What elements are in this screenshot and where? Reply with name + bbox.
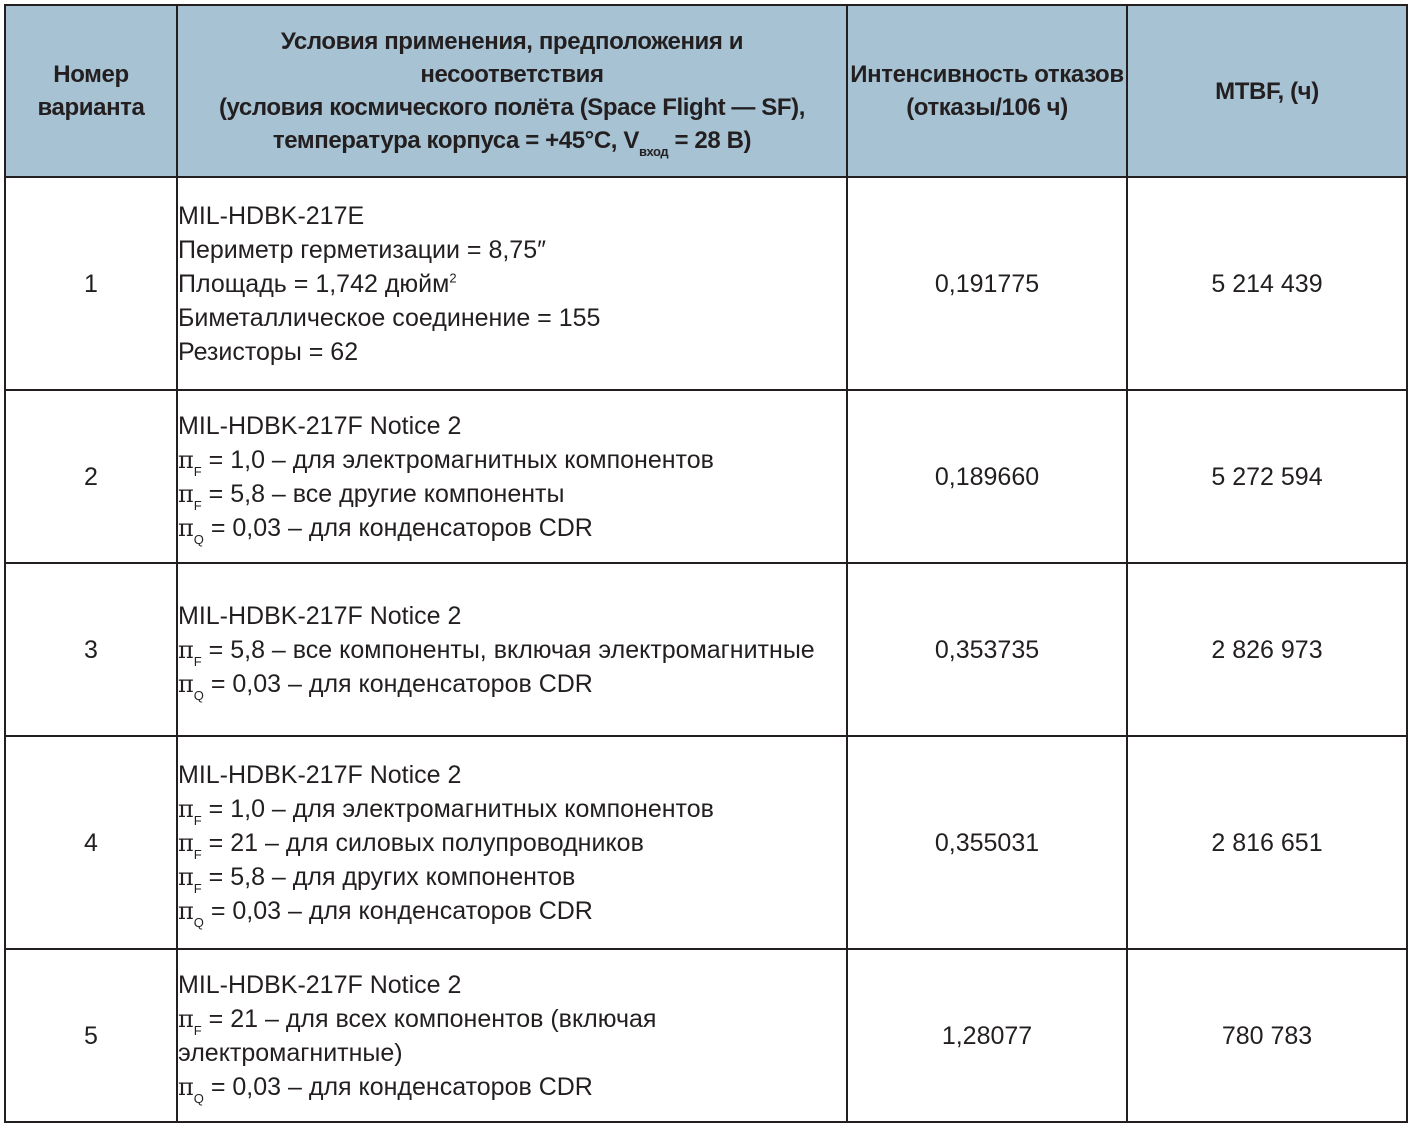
condition-text: = 5,8 – все компоненты, включая электромагнитные bbox=[201, 635, 815, 664]
condition-text: MIL-HDBK-217E bbox=[178, 201, 365, 230]
pi-subscript: F bbox=[193, 846, 202, 862]
condition-line bbox=[178, 1070, 846, 1104]
cell-mtbf: 5 272 594 bbox=[1127, 390, 1407, 563]
table-body bbox=[5, 177, 1407, 1122]
condition-text: = 1,0 – для электромагнитных компонентов bbox=[201, 794, 714, 823]
condition-text: = 21 – для силовых полупроводников bbox=[201, 828, 644, 857]
condition-line bbox=[178, 968, 846, 1002]
condition-text: MIL-HDBK-217F Notice 2 bbox=[178, 760, 462, 789]
pi-symbol: π bbox=[178, 513, 194, 542]
condition-text: = 0,03 – для конденсаторов CDR bbox=[203, 669, 593, 698]
pi-subscript: F bbox=[193, 463, 202, 479]
cell-failure-rate: 0,353735 bbox=[847, 563, 1127, 736]
condition-line bbox=[178, 860, 846, 894]
condition-line bbox=[178, 409, 846, 443]
cell-variant-number: 3 bbox=[5, 563, 177, 736]
condition-line bbox=[178, 511, 846, 545]
pi-subscript: Q bbox=[193, 914, 204, 930]
reliability-table bbox=[4, 4, 1408, 1123]
condition-text: MIL-HDBK-217F Notice 2 bbox=[178, 411, 462, 440]
pi-symbol: π bbox=[178, 862, 194, 891]
pi-subscript: F bbox=[193, 653, 202, 669]
condition-line bbox=[178, 1002, 846, 1070]
cell-variant-number: 2 bbox=[5, 390, 177, 563]
header-conditions-line bbox=[178, 124, 846, 157]
header-variant-line: варианта bbox=[37, 94, 145, 121]
condition-text: MIL-HDBK-217F Notice 2 bbox=[178, 970, 462, 999]
header-conditions-line: несоответствия bbox=[420, 61, 604, 88]
condition-text: = 0,03 – для конденсаторов CDR bbox=[203, 513, 593, 542]
condition-line bbox=[178, 599, 846, 633]
header-mtbf-label: MTBF, (ч) bbox=[1215, 77, 1319, 105]
condition-text: Биметаллическое соединение = 155 bbox=[178, 303, 601, 332]
cell-mtbf: 2 816 651 bbox=[1127, 736, 1407, 949]
cell-failure-rate: 0,189660 bbox=[847, 390, 1127, 563]
cell-conditions bbox=[177, 736, 847, 949]
header-mtbf bbox=[1127, 5, 1407, 177]
cell-conditions bbox=[177, 563, 847, 736]
cell-conditions bbox=[177, 177, 847, 390]
cell-variant-number: 1 bbox=[5, 177, 177, 390]
table-row bbox=[5, 736, 1407, 949]
header-variant-line: Номер bbox=[53, 61, 129, 88]
condition-text: = 21 – для всех компонентов (включая электромагнитные) bbox=[178, 1004, 657, 1067]
condition-text: = 0,03 – для конденсаторов CDR bbox=[203, 896, 593, 925]
condition-text: Резисторы = 62 bbox=[178, 337, 359, 366]
pi-symbol: π bbox=[178, 1072, 194, 1101]
condition-text: = 5,8 – для других компонентов bbox=[201, 862, 576, 891]
condition-text: = 1,0 – для электромагнитных компонентов bbox=[201, 445, 714, 474]
pi-symbol: π bbox=[178, 635, 194, 664]
table-header-row bbox=[5, 5, 1407, 177]
table-row bbox=[5, 563, 1407, 736]
pi-symbol: π bbox=[178, 445, 194, 474]
condition-line bbox=[178, 633, 846, 667]
pi-symbol: π bbox=[178, 896, 194, 925]
cell-mtbf: 5 214 439 bbox=[1127, 177, 1407, 390]
condition-line bbox=[178, 233, 846, 267]
condition-line bbox=[178, 667, 846, 701]
condition-line bbox=[178, 199, 846, 233]
pi-subscript: F bbox=[193, 812, 202, 828]
condition-line bbox=[178, 826, 846, 860]
cell-failure-rate: 0,355031 bbox=[847, 736, 1127, 949]
condition-line bbox=[178, 301, 846, 335]
cell-conditions bbox=[177, 949, 847, 1122]
header-conditions-line: Условия применения, предположения и bbox=[280, 28, 744, 55]
header-rate-line: Интенсивность отказов bbox=[850, 61, 1124, 88]
table-row bbox=[5, 949, 1407, 1122]
header-conditions-line: (условия космического полёта (Space Flight — SF), bbox=[218, 94, 806, 121]
header-vin-subscript: вход bbox=[638, 143, 669, 159]
header-failure-rate bbox=[847, 5, 1127, 177]
table-row bbox=[5, 390, 1407, 563]
condition-text: = 0,03 – для конденсаторов CDR bbox=[203, 1072, 593, 1101]
pi-symbol: π bbox=[178, 669, 194, 698]
condition-line bbox=[178, 335, 846, 369]
header-voltage-text: = 28 В) bbox=[668, 127, 752, 154]
pi-symbol: π bbox=[178, 828, 194, 857]
cell-mtbf: 2 826 973 bbox=[1127, 563, 1407, 736]
condition-line bbox=[178, 267, 846, 301]
pi-subscript: F bbox=[193, 1022, 202, 1038]
pi-subscript: F bbox=[193, 880, 202, 896]
condition-line bbox=[178, 477, 846, 511]
cell-failure-rate: 0,191775 bbox=[847, 177, 1127, 390]
cell-variant-number: 5 bbox=[5, 949, 177, 1122]
pi-subscript: Q bbox=[193, 687, 204, 703]
pi-subscript: Q bbox=[193, 531, 204, 547]
header-conditions bbox=[177, 5, 847, 177]
cell-conditions bbox=[177, 390, 847, 563]
condition-text: Периметр герметизации = 8,75″ bbox=[178, 235, 546, 264]
condition-text: = 5,8 – все другие компоненты bbox=[201, 479, 565, 508]
condition-text: MIL-HDBK-217F Notice 2 bbox=[178, 601, 462, 630]
cell-failure-rate: 1,28077 bbox=[847, 949, 1127, 1122]
pi-subscript: F bbox=[193, 497, 202, 513]
superscript: 2 bbox=[449, 270, 457, 286]
header-rate-line: (отказы/106 ч) bbox=[906, 94, 1068, 121]
pi-subscript: Q bbox=[193, 1090, 204, 1106]
condition-line bbox=[178, 758, 846, 792]
cell-mtbf: 780 783 bbox=[1127, 949, 1407, 1122]
condition-line bbox=[178, 792, 846, 826]
cell-variant-number: 4 bbox=[5, 736, 177, 949]
condition-line bbox=[178, 894, 846, 928]
header-temp-text: температура корпуса = +45°C, V bbox=[272, 127, 639, 154]
condition-line bbox=[178, 443, 846, 477]
pi-symbol: π bbox=[178, 1004, 194, 1033]
pi-symbol: π bbox=[178, 479, 194, 508]
condition-text: Площадь = 1,742 дюйм bbox=[178, 269, 450, 298]
table-row bbox=[5, 177, 1407, 390]
header-variant-number bbox=[5, 5, 177, 177]
pi-symbol: π bbox=[178, 794, 194, 823]
